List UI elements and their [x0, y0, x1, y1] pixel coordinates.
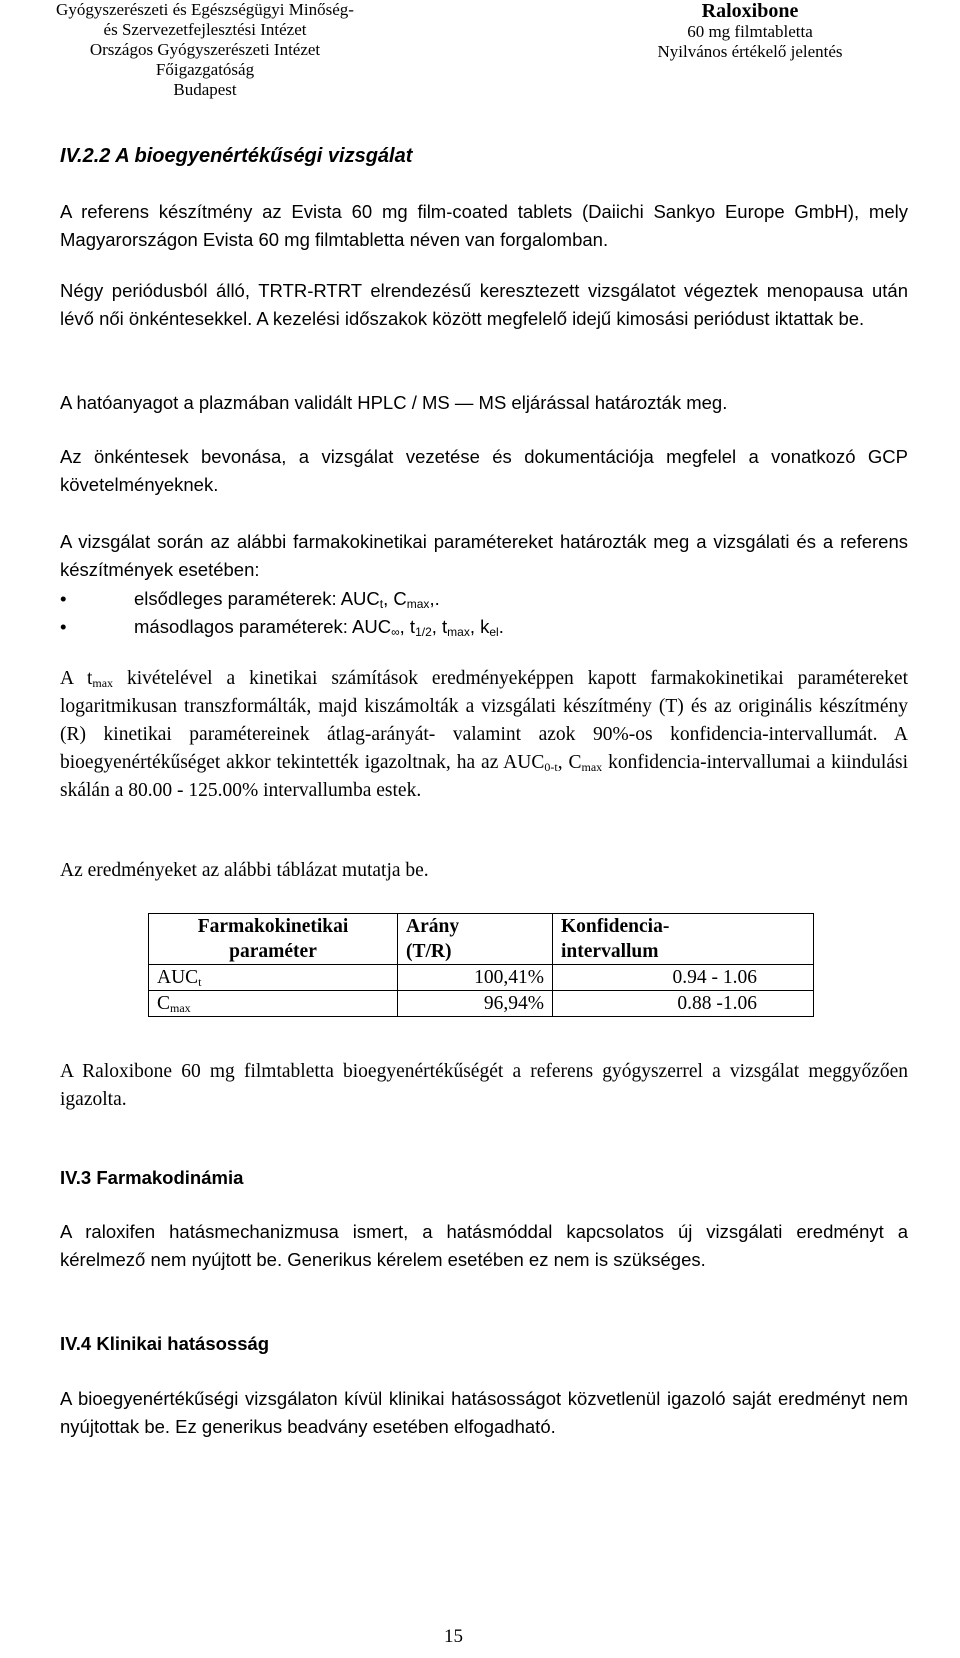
- cell-ratio: 96,94%: [398, 991, 553, 1017]
- table-row: [149, 965, 814, 991]
- org-line-2: és Szervezetfejlesztési Intézet: [103, 20, 307, 39]
- report-type: Nyilvános értékelő jelentés: [657, 42, 843, 61]
- product-form: 60 mg filmtabletta: [687, 22, 813, 41]
- paragraph-method: A hatóanyagot a plazmában validált HPLC / MS — MS eljárással határozták meg.: [60, 392, 728, 413]
- cell-ci: 0.88 -1.06: [553, 991, 814, 1017]
- bullet-dot: •: [60, 588, 67, 609]
- org-line-4: Főigazgatóság: [155, 60, 255, 79]
- paragraph-conclusion: A Raloxibone 60 mg filmtabletta bioegyenértékűségét a referens gyógyszerrel a vizsgálat meggyőzően igazolta.: [60, 1061, 908, 1110]
- product-name: Raloxibone: [701, 0, 799, 22]
- section-heading-clinical: IV.4 Klinikai hatásosság: [60, 1333, 270, 1354]
- bullet-dot: •: [60, 616, 67, 637]
- bioequivalence-results-table: [148, 913, 814, 1017]
- paragraph-parameters: A vizsgálat során az alábbi farmakokinetikai paramétereket határozták meg a vizsgálati és a referens készítmények esetében:: [60, 531, 908, 580]
- paragraph-gcp: Az önkéntesek bevonása, a vizsgálat vezetése és dokumentációja megfelel a vonatkozó GCP követelményeknek.: [60, 446, 908, 495]
- header-parameter: Farmakokinetikai paraméter: [149, 914, 398, 965]
- org-line-1: Gyógyszerészeti és Egészségügyi Minőség-: [56, 0, 354, 19]
- table-header-row: [149, 914, 814, 965]
- cell-ci: 0.94 - 1.06: [553, 965, 814, 991]
- paragraph-clinical: A bioegyenértékűségi vizsgálaton kívül klinikai hatásosságot közvetlenül igazoló saját eredményt nem nyújtottak be. Ez generikus beadvány esetében elfogadható.: [60, 1388, 908, 1437]
- org-line-5: Budapest: [173, 80, 237, 99]
- section-heading-be: IV.2.2 A bioegyenértékűségi vizsgálat: [60, 145, 413, 167]
- header-ratio: Arány (T/R): [398, 914, 553, 965]
- paragraph-reference: A referens készítmény az Evista 60 mg film-coated tablets (Daiichi Sankyo Europe GmbH), mely Magyarországon Evista 60 mg filmtabletta néven van forgalomban.: [60, 201, 908, 250]
- paragraph-pharmacodynamics: A raloxifen hatásmechanizmusa ismert, a hatásmóddal kapcsolatos új vizsgálati eredményt a kérelmező nem nyújtott be. Generikus kérelem esetében ez nem is szükséges.: [60, 1221, 908, 1270]
- header-ci: Konfidencia- intervallum: [553, 914, 814, 965]
- cell-ratio: 100,41%: [398, 965, 553, 991]
- paragraph-design: Négy periódusból álló, TRTR-RTRT elrendezésű keresztezett vizsgálatot végeztek menopausa után lévő női önkéntesekkel. A kezelési időszakok között megfelelő idejű kimosási periódust iktattak be.: [60, 280, 908, 329]
- paragraph-analysis: A $t_{max}$ kivételével a kinetikai számítások eredményeképpen kapott farmakokinetikai paramétereket logaritmikusan transzformálták, majd kiszámolták a vizsgálati készítmény (T) és az originális készítmény (R) kinetikai paramétereinek átlag-arányát- valamint azok 90%-os konfidencia-intervallumát. A bioegyenértékűséget akkor tekintették igazoltnak, ha az $AUC_{0-t}$, $C_{max}$ konfidencia-intervallumai a kiindulási skálán a 80.00 - 125.00% intervallumba estek.: [60, 668, 908, 801]
- page-number: 15: [444, 1626, 463, 1647]
- table-row: [149, 991, 814, 1017]
- cell-parameter: $C_{max}$: [149, 991, 398, 1017]
- header-right: [612, 0, 888, 62]
- paragraph-table-intro: Az eredményeket az alábbi táblázat mutatja be.: [60, 860, 429, 881]
- section-heading-pd: IV.3 Farmakodinámia: [60, 1167, 244, 1188]
- org-line-3: Országos Gyógyszerészeti Intézet: [89, 40, 321, 59]
- cell-parameter: $AUC_t$: [149, 965, 398, 991]
- header-left: [40, 0, 370, 100]
